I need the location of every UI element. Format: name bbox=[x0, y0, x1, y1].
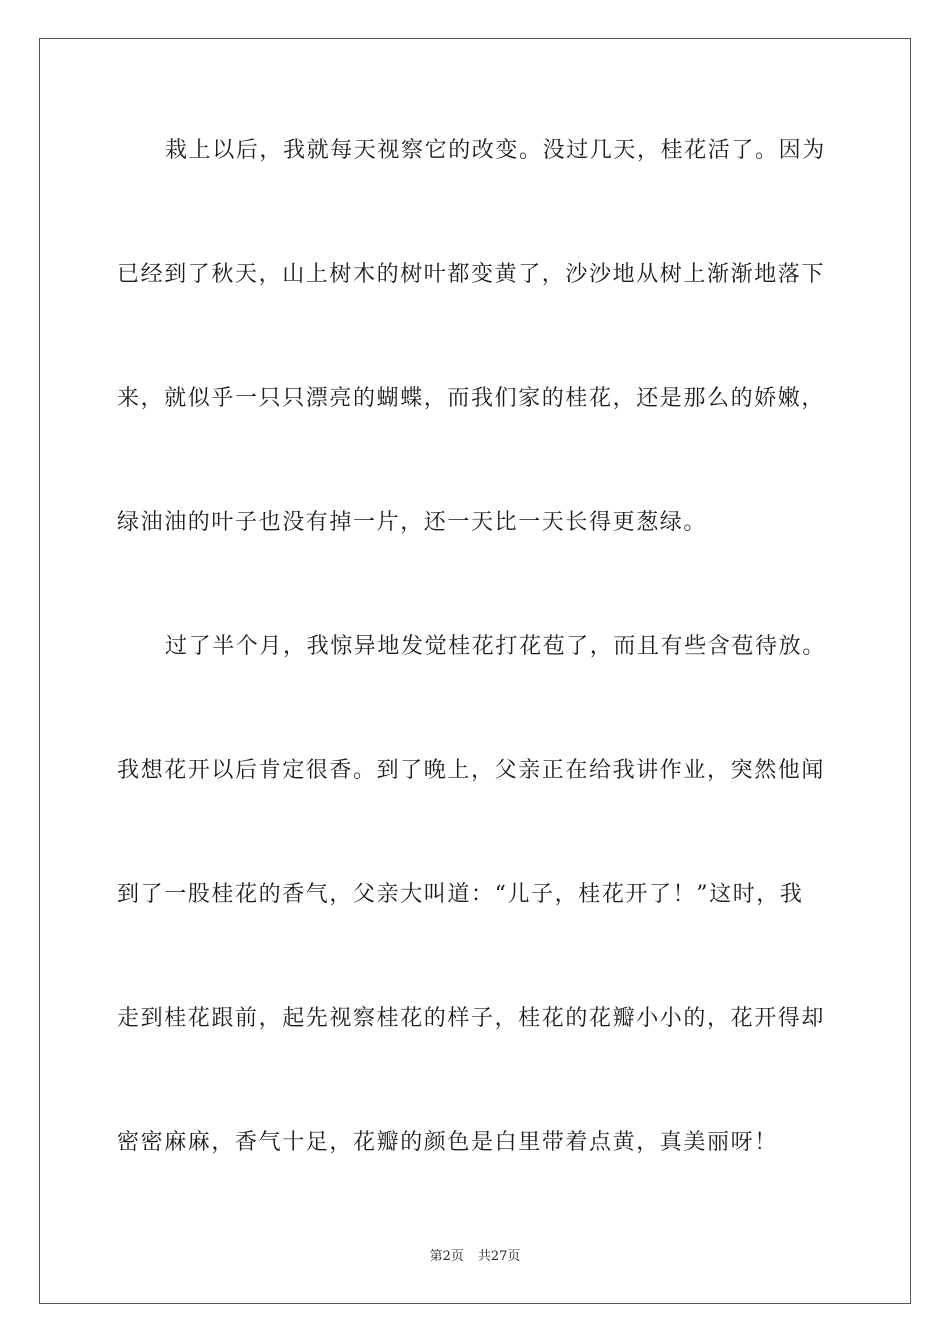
page-footer bbox=[0, 1248, 950, 1266]
page-number: 第2页 bbox=[429, 1249, 464, 1264]
page-total: 共27页 bbox=[477, 1249, 521, 1264]
paragraph-2-line-4: 走到桂花跟前，起先视察桂花的样子，桂花的花瓣小小的，花开得却 bbox=[117, 1006, 826, 1031]
paragraph-2-line-5: 密密麻麻，香气十足，花瓣的颜色是白里带着点黄，真美丽呀！ bbox=[117, 1130, 778, 1155]
paragraph-1-line-3: 来，就似乎一只只漂亮的蝴蝶，而我们家的桂花，还是那么的娇嫩， bbox=[117, 386, 826, 411]
page-border bbox=[39, 38, 911, 1304]
paragraph-2-line-2: 我想花开以后肯定很香。到了晚上，父亲正在给我讲作业，突然他闻 bbox=[117, 758, 826, 783]
paragraph-1-line-1: 栽上以后，我就每天视察它的改变。没过几天，桂花活了。因为 bbox=[165, 138, 826, 163]
paragraph-2-line-3: 到了一股桂花的香气，父亲大叫道：“儿子，桂花开了！”这时，我 bbox=[117, 882, 804, 907]
paragraph-2-line-1: 过了半个月，我惊异地发觉桂花打花苞了，而且有些含苞待放。 bbox=[165, 634, 826, 659]
paragraph-1-line-2: 已经到了秋天，山上树木的树叶都变黄了，沙沙地从树上渐渐地落下 bbox=[117, 262, 826, 287]
paragraph-1-line-4: 绿油油的叶子也没有掉一片，还一天比一天长得更葱绿。 bbox=[117, 510, 708, 535]
